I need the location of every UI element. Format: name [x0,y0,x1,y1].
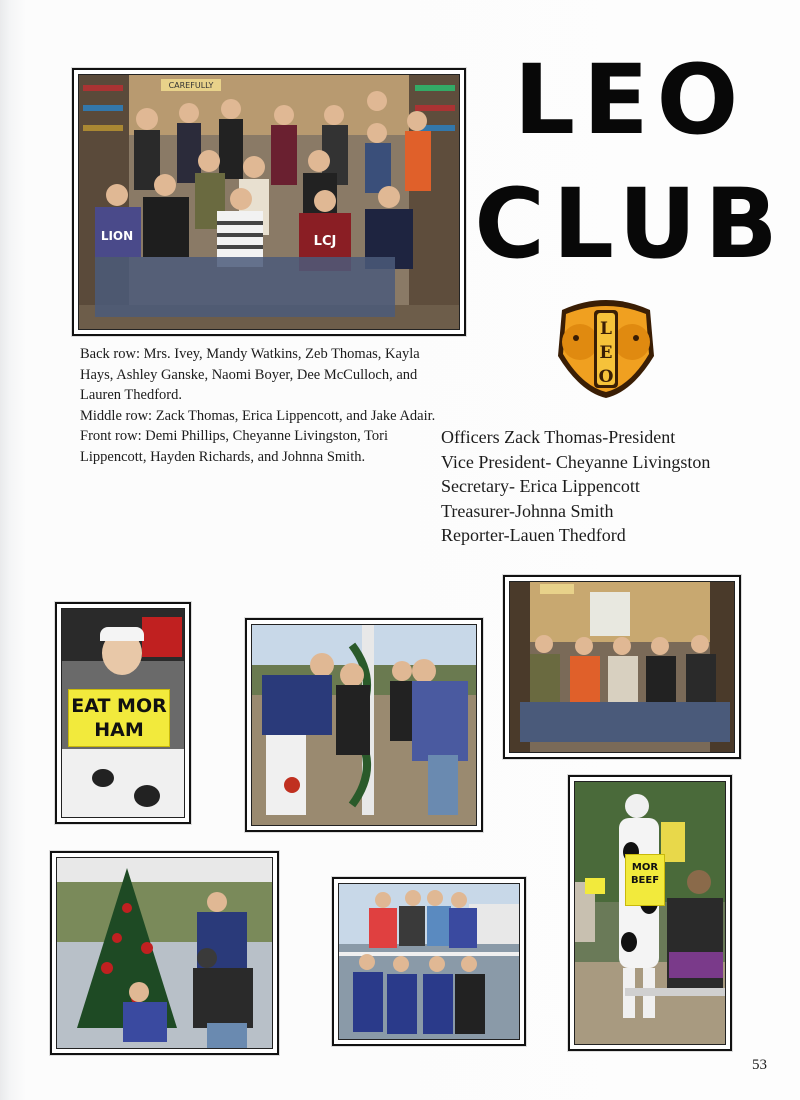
fence-group-image [339,884,519,1039]
seated-group-image [510,582,734,752]
christmas-tree-image [57,858,272,1048]
cow-costume-photo [568,775,732,1051]
eat-mor-ham-photo [55,602,191,824]
title-leo: LEO [513,44,747,156]
officer-president: Officers Zack Thomas-President [441,427,676,447]
officer-vice-president: Vice President- Cheyanne Livingston [441,451,711,472]
officer-secretary: Secretary- Erica Lippencott [441,476,640,496]
svg-text:O: O [598,367,614,387]
christmas-tree-photo [50,851,279,1055]
caption-middle-row: Middle row: Zack Thomas, Erica Lippencott, and Jake Adair. [80,407,436,424]
officers-list [441,425,771,548]
mor-beef-sign: MOR BEEF [625,854,665,906]
fence-group-photo [332,877,526,1046]
svg-text:LION: LION [100,229,134,243]
page-number: 53 [752,1057,767,1073]
officer-reporter: Reporter-Lauen Thedford [441,525,626,545]
caption-front-row: Front row: Demi Phillips, Cheyanne Livingston, Tori Lippencott, Hayden Richards, and Johnna Smith. [80,428,389,465]
svg-text:E: E [599,343,613,363]
group-photo-image [79,75,459,329]
cow-costume-image [575,782,725,1044]
group-photo [72,68,466,336]
title-club: CLUB [474,168,786,280]
officer-treasurer: Treasurer-Johnna Smith [441,500,614,521]
decorating-pole-image [252,625,476,825]
svg-text:LCJ: LCJ [313,234,337,249]
leo-logo [552,296,660,400]
decorating-pole-photo [245,618,483,832]
svg-text:L: L [600,319,612,339]
leo-lion-emblem-icon [552,296,660,400]
caption-back-row: Back row: Mrs. Ivey, Mandy Watkins, Zeb Thomas, Kayla Hays, Ashley Ganske, Naomi Boyer, Dee McCulloch, and Lauren Thedford. [80,346,420,403]
group-photo-caption [80,344,440,467]
seated-group-photo [503,575,741,759]
eat-mor-ham-sign: EAT MOR HAM [68,689,170,747]
library-sign-text: CAREFULLY [168,81,214,90]
